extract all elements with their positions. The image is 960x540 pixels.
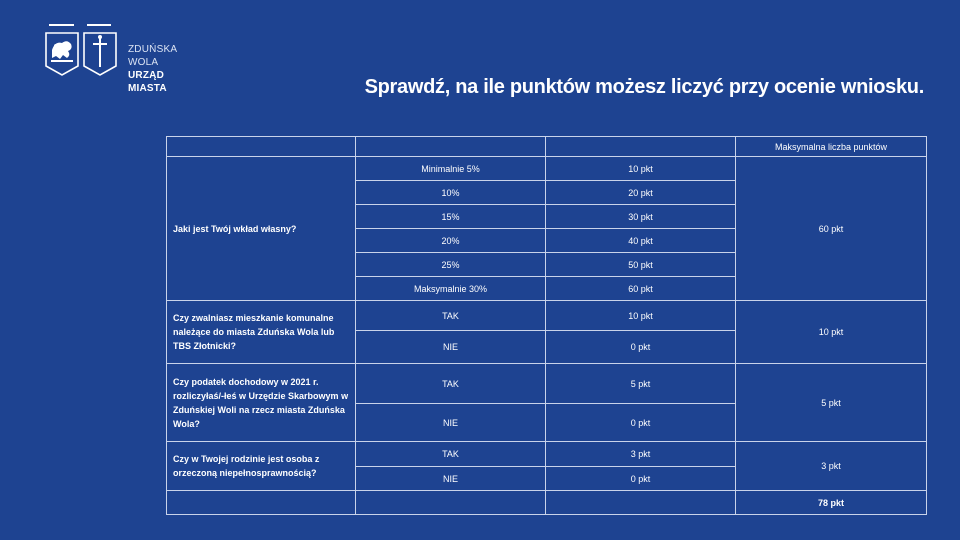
question-cell: Czy zwalniasz mieszkanie komunalne należące do miasta Zduńska Wola lub TBS Złotnicki? — [167, 301, 356, 364]
logo-office-name: URZĄD MIASTA — [128, 70, 167, 94]
page-headline: Sprawdź, na ile punktów możesz liczyć przy ocenie wniosku. — [364, 76, 924, 98]
logo-city-name: ZDUŃSKA WOLA — [128, 44, 177, 68]
points-cell: 40 pkt — [546, 229, 736, 253]
total-cell-empty — [546, 491, 736, 515]
option-cell: NIE — [356, 467, 546, 491]
header-max-points: Maksymalna liczba punktów — [736, 137, 927, 157]
table-row — [167, 442, 927, 467]
header-cell-empty — [546, 137, 736, 157]
max-points-cell: 5 pkt — [736, 364, 927, 442]
points-cell: 50 pkt — [546, 253, 736, 277]
option-cell: NIE — [356, 331, 546, 364]
city-logo — [44, 24, 204, 94]
max-points-cell: 10 pkt — [736, 301, 927, 364]
points-cell: 0 pkt — [546, 331, 736, 364]
question-cell: Czy w Twojej rodzinie jest osoba z orzeczoną niepełnosprawnością? — [167, 442, 356, 491]
option-cell: NIE — [356, 404, 546, 442]
option-cell: 20% — [356, 229, 546, 253]
question-cell: Jaki jest Twój wkład własny? — [167, 157, 356, 301]
header-cell-empty — [356, 137, 546, 157]
option-cell: 10% — [356, 181, 546, 205]
option-cell: 15% — [356, 205, 546, 229]
points-cell: 3 pkt — [546, 442, 736, 467]
scoring-table — [166, 136, 927, 515]
points-cell: 10 pkt — [546, 301, 736, 331]
max-points-cell: 3 pkt — [736, 442, 927, 491]
question-cell: Czy podatek dochodowy w 2021 r. rozliczyłaś/-łeś w Urzędzie Skarbowym w Zduńskiej Woli na rzecz miasta Zduńska Wola? — [167, 364, 356, 442]
points-cell: 60 pkt — [546, 277, 736, 301]
option-cell: 25% — [356, 253, 546, 277]
table-header-row — [167, 137, 927, 157]
total-points: 78 pkt — [736, 491, 927, 515]
points-cell: 30 pkt — [546, 205, 736, 229]
points-cell: 0 pkt — [546, 467, 736, 491]
max-points-cell: 60 pkt — [736, 157, 927, 301]
total-row — [167, 491, 927, 515]
points-cell: 0 pkt — [546, 404, 736, 442]
header-cell-empty — [167, 137, 356, 157]
option-cell: TAK — [356, 442, 546, 467]
points-cell: 5 pkt — [546, 364, 736, 404]
option-cell: TAK — [356, 301, 546, 331]
total-cell-empty — [356, 491, 546, 515]
table-row — [167, 157, 927, 181]
coat-of-arms-icon — [44, 24, 124, 80]
points-cell: 10 pkt — [546, 157, 736, 181]
table-row — [167, 364, 927, 404]
table-row — [167, 301, 927, 331]
points-cell: 20 pkt — [546, 181, 736, 205]
total-cell-empty — [167, 491, 356, 515]
option-cell: TAK — [356, 364, 546, 404]
option-cell: Minimalnie 5% — [356, 157, 546, 181]
option-cell: Maksymalnie 30% — [356, 277, 546, 301]
